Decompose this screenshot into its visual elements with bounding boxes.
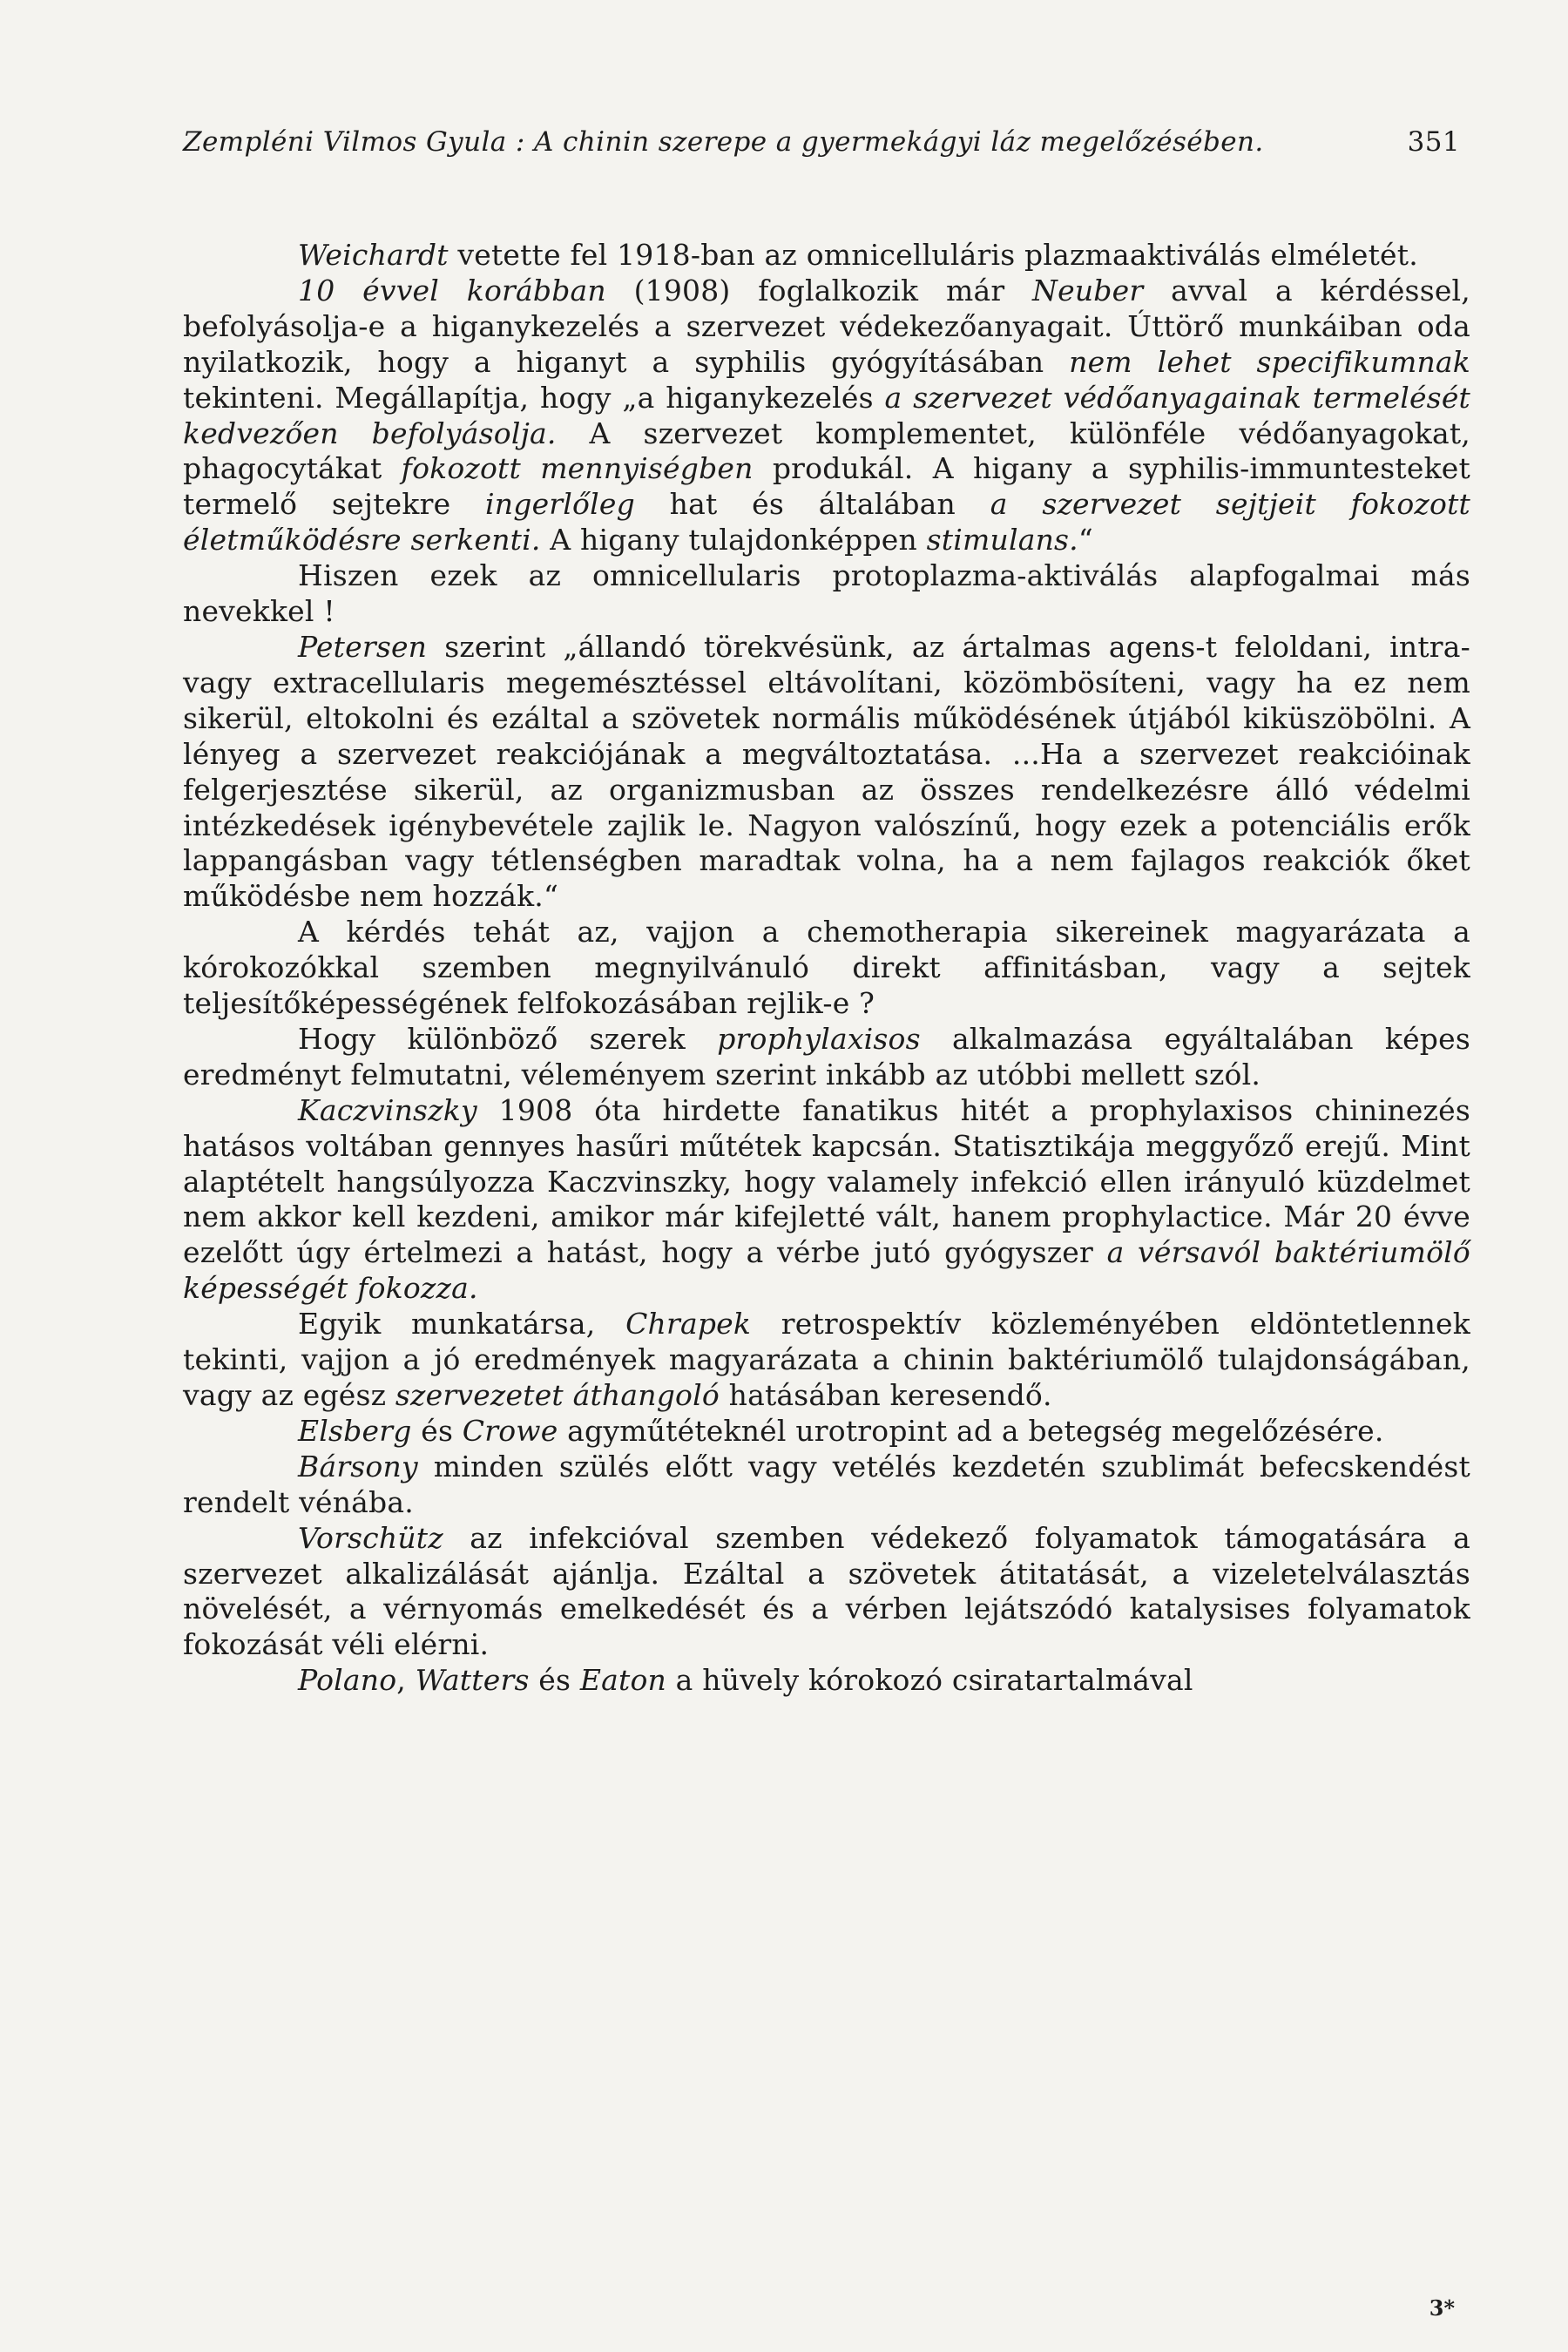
text-run: minden szülés előtt vagy vetélés kezdetén szublimát befecskendést rendelt vénába. bbox=[183, 1449, 1470, 1519]
text-run: hat és általában bbox=[634, 487, 990, 522]
italic-run: 10 évvel korábban bbox=[298, 273, 606, 308]
italic-run: fokozott mennyiségben bbox=[401, 451, 754, 486]
text-run: A higany tulajdonképpen bbox=[540, 523, 927, 558]
text-run: hatásában keresendő. bbox=[719, 1378, 1052, 1412]
text-run: szerint „állandó törekvésünk, az ártalmas agens-t feloldani, intra- vagy extracellularis megemésztéssel eltávolítani, közömbösíteni, vagy ha ez nem sikerül, eltokolni és ezáltal a szövetek normális működésének útjából kiküszöbölni. A lényeg a szervezet reakciójának a megváltoztatása. ...Ha a szervezet reakcióinak felgerjesztése sikerül, az organizmusban az összes rendelkezésre álló védelmi intézkedések igénybevétele zajlik le. Nagyon valószínű, hogy ezek a potenciális erők lappangásban vagy tétlenségben maradtak volna, ha a nem fajlagos reakciók őket működésbe nem hozzák.“ bbox=[183, 629, 1470, 914]
italic-run: stimulans. bbox=[926, 523, 1078, 558]
text-run: a hüvely kórokozó csiratartalmával bbox=[666, 1663, 1193, 1698]
paragraph bbox=[183, 1093, 1470, 1307]
signature-mark: 3* bbox=[1429, 2295, 1455, 2321]
body-text bbox=[183, 238, 1470, 1699]
italic-run: Eaton bbox=[579, 1663, 666, 1698]
text-run: vetette fel 1918-ban az omnicelluláris plazmaaktiválás elméletét. bbox=[448, 238, 1418, 272]
paragraph bbox=[183, 915, 1470, 1022]
paragraph bbox=[183, 1414, 1470, 1450]
paragraph bbox=[183, 274, 1470, 558]
italic-run: a szervezet sejtjeit fokozott életműködésre serkenti. bbox=[183, 487, 1470, 558]
italic-run: nem lehet specifikumnak bbox=[1069, 344, 1470, 379]
italic-run: Kaczvinszky bbox=[298, 1092, 477, 1127]
italic-run: ingerlőleg bbox=[485, 487, 635, 522]
italic-run: a szervezet védőanyagainak termelését kedvezően befolyásolja. bbox=[183, 380, 1471, 450]
text-run: (1908) foglalkozik már bbox=[605, 273, 1033, 308]
text-run: produkál. A higany a syphilis-immuntesteket termelő sejtekre bbox=[183, 451, 1470, 522]
italic-run: Bársony bbox=[298, 1449, 418, 1484]
text-run: 1908 óta hirdette fanatikus hitét a prophylaxisos chininezés hatásos voltában gennyes hasűri műtétek kapcsán. Statisztikája meggyőző erejű. Mint alaptételt hangsúlyozza Kaczvinszky, hogy valamely infekció ellen irányuló küzdelmet nem akkor kell kezdeni, amikor már kifejletté vált, hanem prophylactice. Már 20 évve ezelőtt úgy értelmezi a hatást, hogy a vérbe jutó gyógyszer bbox=[183, 1092, 1470, 1270]
italic-run: Weichardt bbox=[298, 238, 449, 272]
text-run: az infekcióval szemben védekező folyamatok támogatására a szervezet alkalizálását ajánlja. Ezáltal a szövetek átitatását, a vizeletelválasztás növelését, a vérnyomás emelkedését és a vérben lejátszódó katalysises folyamatok fokozását véli elérni. bbox=[183, 1520, 1470, 1662]
header-title: Zempléni Vilmos Gyula : A chinin szerepe a gyermekágyi láz megelőzésében. bbox=[183, 126, 1264, 158]
text-run: avval a kérdéssel, befolyásolja-e a higanykezelés a szervezet védekezőanyagait. Úttörő munkáiban oda nyilatkozik, hogy a higanyt a syphilis gyógyításában bbox=[183, 273, 1470, 379]
italic-run: Petersen bbox=[298, 629, 428, 664]
italic-run: Watters bbox=[415, 1663, 530, 1698]
italic-run: Chrapek bbox=[625, 1307, 752, 1342]
paragraph bbox=[183, 1521, 1470, 1664]
page-number: 351 bbox=[1407, 126, 1460, 158]
text-run: A szervezet komplementet, különféle védőanyagokat, phagocytákat bbox=[183, 416, 1470, 486]
text-run: és bbox=[529, 1663, 580, 1698]
paragraph bbox=[183, 238, 1470, 274]
italic-run: szervezetet áthangoló bbox=[395, 1378, 720, 1412]
text-run: és bbox=[411, 1413, 463, 1448]
text-run: retrospektív közleményében eldöntetlennek tekinti, vajjon a jó eredmények magyarázata a chinin baktériumölő tulajdonságában, vagy az egész bbox=[183, 1307, 1470, 1412]
paragraph bbox=[183, 1450, 1470, 1521]
paragraph bbox=[183, 630, 1470, 915]
text-run: agyműtéteknél urotropint ad a betegség megelőzésére. bbox=[558, 1413, 1384, 1448]
text-run: Hogy különböző szerek bbox=[298, 1021, 718, 1056]
running-header bbox=[183, 126, 1470, 175]
text-run: Hiszen ezek az omnicellularis protoplazma-aktiválás alapfogalmai más nevekkel ! bbox=[183, 558, 1470, 629]
paragraph bbox=[183, 1663, 1470, 1699]
italic-run: Crowe bbox=[462, 1413, 558, 1448]
italic-run: prophylaxisos bbox=[717, 1021, 921, 1056]
text-run: Egyik munkatársa, bbox=[298, 1307, 626, 1342]
italic-run: Polano bbox=[298, 1663, 397, 1698]
paragraph bbox=[183, 1022, 1470, 1093]
italic-run: a vérsavól baktériumölő képességét fokozza. bbox=[183, 1235, 1470, 1306]
italic-run: Elsberg bbox=[298, 1413, 412, 1448]
text-run: tekinteni. Megállapítja, hogy „a higanykezelés bbox=[183, 380, 885, 415]
italic-run: Neuber bbox=[1032, 273, 1144, 308]
italic-run: Vorschütz bbox=[298, 1520, 443, 1555]
text-run: alkalmazása egyáltalában képes eredményt felmutatni, véleményem szerint inkább az utóbbi mellett szól. bbox=[183, 1021, 1470, 1092]
text-run: A kérdés tehát az, vajjon a chemotherapia sikereinek magyarázata a kórokozókkal szemben megnyilvánuló direkt affinitásban, vagy a sejtek teljesítőképességének felfokozásában rejlik-e ? bbox=[183, 915, 1470, 1021]
paragraph bbox=[183, 1307, 1470, 1414]
paragraph bbox=[183, 558, 1470, 630]
text-run: , bbox=[396, 1663, 416, 1698]
text-run: “ bbox=[1078, 523, 1093, 558]
